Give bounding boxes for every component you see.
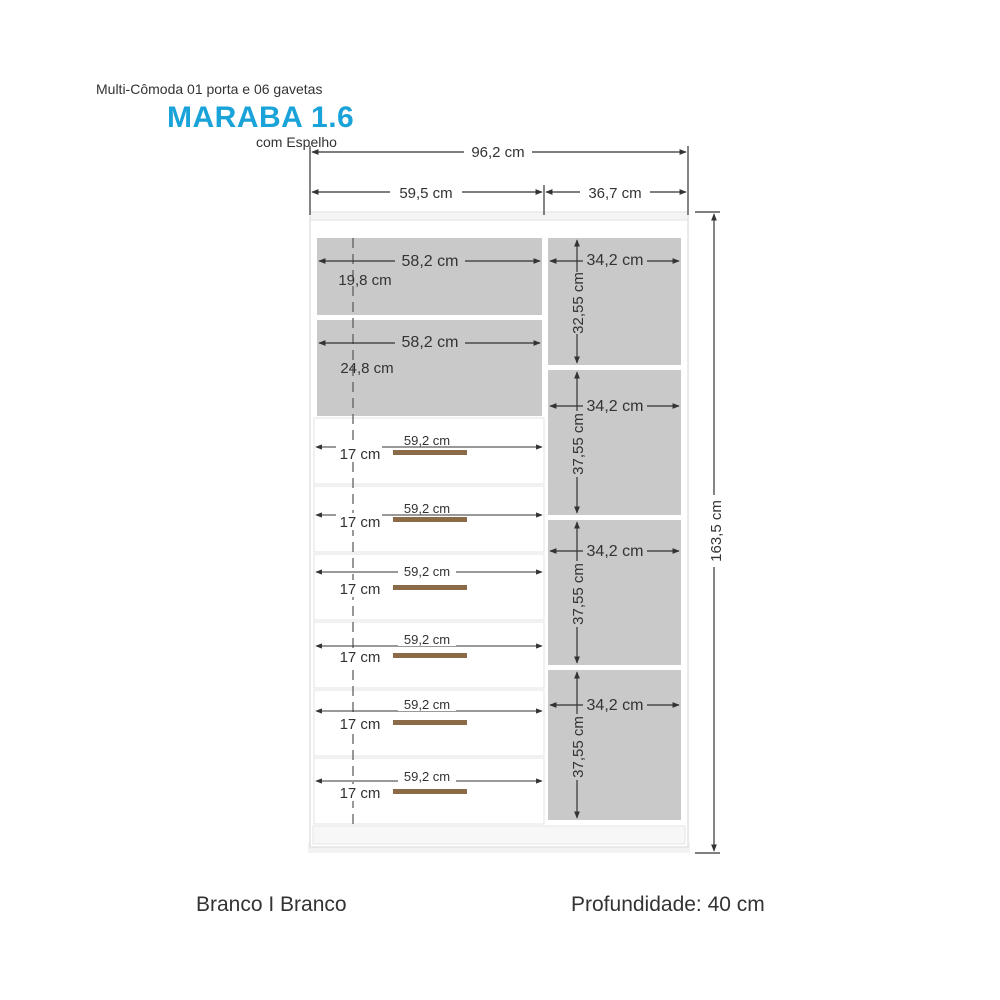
drawer-6-height: 17 cm [339, 785, 381, 802]
right-width-label: 36,7 cm [588, 185, 642, 202]
product-tagline: com Espelho [256, 134, 337, 150]
right-compartment-2-width: 34,2 cm [586, 398, 644, 415]
right-compartment-2 [548, 370, 681, 515]
niche2-width-label: 58,2 cm [401, 334, 459, 351]
right-compartment-1-width: 34,2 cm [586, 252, 644, 269]
drawer-6-width: 59,2 cm [403, 769, 451, 784]
drawer-2-height: 17 cm [339, 514, 381, 531]
right-compartment-1-height: 32,55 cm [570, 272, 587, 334]
right-compartment-3-width: 34,2 cm [586, 543, 644, 560]
product-title: MARABA 1.6 [167, 101, 355, 134]
drawer-handle [393, 653, 467, 658]
drawer-4-height: 17 cm [339, 649, 381, 666]
drawer-2-width: 59,2 cm [403, 501, 451, 516]
drawer-handle [393, 585, 467, 590]
overall-height-label: 163,5 cm [708, 500, 725, 562]
finish-label: Branco I Branco [196, 893, 347, 916]
right-compartment-4-height: 37,55 cm [570, 716, 587, 778]
drawer-handle [393, 789, 467, 794]
niche1-height-label: 19,8 cm [338, 272, 392, 289]
drawer-5-width: 59,2 cm [403, 697, 451, 712]
drawer-3-width: 59,2 cm [403, 564, 451, 579]
right-compartment-4 [548, 670, 681, 820]
drawer-handle [393, 517, 467, 522]
overall-width-label: 96,2 cm [471, 144, 525, 161]
left-width-label: 59,5 cm [399, 185, 453, 202]
right-compartment-2-height: 37,55 cm [570, 413, 587, 475]
drawer-handle [393, 450, 467, 455]
product-subtitle: Multi-Cômoda 01 porta e 06 gavetas [96, 81, 323, 97]
depth-label: Profundidade: 40 cm [571, 893, 765, 916]
right-compartment-3-height: 37,55 cm [570, 563, 587, 625]
niche1-width-label: 58,2 cm [401, 253, 459, 270]
drawer-1-height: 17 cm [339, 446, 381, 463]
drawer-1-width: 59,2 cm [403, 433, 451, 448]
drawer-handle [393, 720, 467, 725]
right-compartment-4-width: 34,2 cm [586, 697, 644, 714]
drawer-3-height: 17 cm [339, 581, 381, 598]
niche2-height-label: 24,8 cm [340, 360, 394, 377]
cabinet-plinth [313, 826, 685, 844]
cabinet-top [310, 212, 688, 220]
drawer-5-height: 17 cm [339, 716, 381, 733]
drawer-4-width: 59,2 cm [403, 632, 451, 647]
